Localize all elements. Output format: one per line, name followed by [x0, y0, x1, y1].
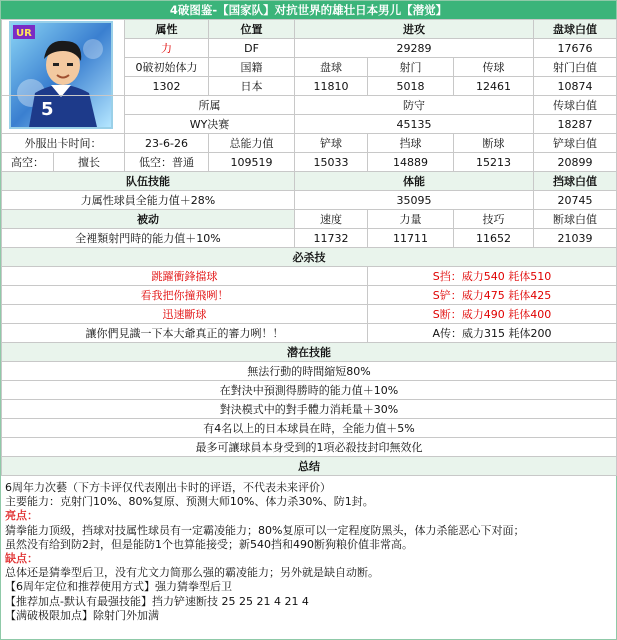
special-skill-1-name: 跳躍衝鋒擋球 — [2, 267, 368, 286]
summary-highlights-heading: 亮点： — [5, 509, 38, 523]
rarity-badge: UR — [16, 28, 32, 39]
summary-line-4: 猜拳能力顶级，挡球对技属性球员有一定霸凌能力；80%复原可以一定程度防黑头，体力杀能恶心下对面； — [5, 523, 525, 537]
team-skill-label: 队伍技能 — [2, 172, 295, 191]
release-label: 外服出卡时间： — [2, 134, 125, 153]
stamina-label: 0破初始体力 — [125, 58, 209, 77]
speed-value: 11732 — [295, 229, 368, 248]
summary-body — [1, 481, 617, 623]
defense-value: 45135 — [295, 115, 534, 134]
special-skill-4-name: 讓你們見識一下本大爺真正的審力咧！！ — [2, 324, 368, 343]
summary-line-7: 总体还是猜拳型后卫，没有尤文力简那么强的霸凌能力；另外就是缺自动断。 — [5, 566, 379, 580]
pass-max-label: 传球白值 — [534, 96, 617, 115]
pass-value: 12461 — [454, 77, 534, 96]
special-skill-3-name: 迅速斷球 — [2, 305, 368, 324]
pass-max-value: 18287 — [534, 115, 617, 134]
intercept-label: 断球 — [454, 134, 534, 153]
stamina-value: 1302 — [125, 77, 209, 96]
defense-label: 防守 — [295, 96, 534, 115]
block-label: 挡球 — [368, 134, 454, 153]
power-value: 11711 — [368, 229, 454, 248]
block-max-label: 挡球白值 — [534, 172, 617, 191]
total-value: 109519 — [209, 153, 295, 172]
special-skill-2-stats: S铲：威力475 耗体425 — [368, 286, 617, 305]
technique-label: 技巧 — [454, 210, 534, 229]
latent-title: 潜在技能 — [2, 343, 617, 362]
total-label: 总能力值 — [209, 134, 295, 153]
intercept-value: 15213 — [454, 153, 534, 172]
block-max-value: 20745 — [534, 191, 617, 210]
special-skill-4-stats: A传：威力315 耗体200 — [368, 324, 617, 343]
jersey-number: 5 — [41, 99, 54, 120]
intercept-max-label: 断球白值 — [534, 210, 617, 229]
nation-label: 国籍 — [209, 58, 295, 77]
special-skill-1-stats: S挡：威力540 耗体510 — [368, 267, 617, 286]
shoot-label: 射门 — [368, 58, 454, 77]
summary-weakness-heading: 缺点： — [5, 552, 38, 566]
special-title: 必杀技 — [2, 248, 617, 267]
latent-item-2: 在對決中預測得勝時的能力值＋10% — [2, 381, 617, 400]
summary-line-2: 主要能力：克射门10%、80%复原、预测大师10%、体力杀30%、防1封。 — [5, 495, 374, 509]
team-label: 所属 — [125, 96, 295, 115]
dribble-label: 盘球 — [295, 58, 368, 77]
dribble-max-value: 17676 — [534, 39, 617, 58]
portrait-cell-lower — [2, 96, 125, 134]
physical-value: 35095 — [295, 191, 534, 210]
low-cell — [125, 153, 209, 172]
summary-line-1: 6周年力次藝（下方卡评仅代表刚出卡时的评语，不代表未来评价） — [5, 481, 331, 494]
shoot-max-value: 10874 — [534, 77, 617, 96]
pass-label: 传球 — [454, 58, 534, 77]
dribble-value: 11810 — [295, 77, 368, 96]
attack-label: 进攻 — [295, 20, 534, 39]
page-title: 4破图鉴-【国家队】对抗世界的雄壮日本男儿【潜觉】 — [1, 1, 616, 19]
attr-value: 力 — [125, 39, 209, 58]
low-label: 低空： — [139, 155, 172, 169]
high-value: 擅长 — [54, 153, 125, 172]
speed-label: 速度 — [295, 210, 368, 229]
portrait-cell — [2, 20, 125, 96]
summary-line-9: 【推荐加点-默认有最强技能】挡力铲速断技 25 25 21 4 21 4 — [5, 594, 309, 608]
pos-value: DF — [209, 39, 295, 58]
low-value: 普通 — [172, 155, 194, 169]
team-skill-value: 力属性球員全能力值＋28% — [2, 191, 295, 210]
latent-item-5: 最多可讓球員本身受到的1項必殺技封印無效化 — [2, 438, 617, 457]
latent-item-4: 有4名以上的日本球員在時，全能力值＋5% — [2, 419, 617, 438]
nation-value: 日本 — [209, 77, 295, 96]
special-skill-3-stats: S断：威力490 耗体400 — [368, 305, 617, 324]
release-value: 23-6-26 — [125, 134, 209, 153]
summary-line-10: 【满破极限加点】除射门外加满 — [5, 608, 159, 622]
summary-title: 总结 — [2, 457, 617, 476]
physical-label: 体能 — [295, 172, 534, 191]
tackle-max-value: 20899 — [534, 153, 617, 172]
power-label: 力量 — [368, 210, 454, 229]
attack-value: 29289 — [295, 39, 534, 58]
block-value: 14889 — [368, 153, 454, 172]
shoot-max-label: 射门白值 — [534, 58, 617, 77]
attr-label: 属性 — [125, 20, 209, 39]
technique-value: 11652 — [454, 229, 534, 248]
latent-item-3: 對決模式中的對手體力消耗量＋30% — [2, 400, 617, 419]
shoot-value: 5018 — [368, 77, 454, 96]
stats-table — [1, 19, 617, 476]
high-label: 高空： — [2, 153, 54, 172]
tackle-label: 铲球 — [295, 134, 368, 153]
passive-value: 全裡類射門時的能力值＋10% — [2, 229, 295, 248]
dribble-max-label: 盘球白值 — [534, 20, 617, 39]
tackle-value: 15033 — [295, 153, 368, 172]
passive-label: 被动 — [2, 210, 295, 229]
tackle-max-label: 铲球白值 — [534, 134, 617, 153]
pos-label: 位置 — [209, 20, 295, 39]
intercept-max-value: 21039 — [534, 229, 617, 248]
team-value: WY决赛 — [125, 115, 295, 134]
summary-line-5: 虽然没有给到防2封，但是能防1个也算能接受；新540挡和490断狗粮价值非常高。 — [5, 537, 413, 551]
special-skill-2-name: 看我把你撞飛咧！ — [2, 286, 368, 305]
latent-item-1: 無法行動的時間縮短80% — [2, 362, 617, 381]
summary-line-8: 【6周年定位和推荐使用方式】强力猜拳型后卫 — [5, 580, 232, 594]
